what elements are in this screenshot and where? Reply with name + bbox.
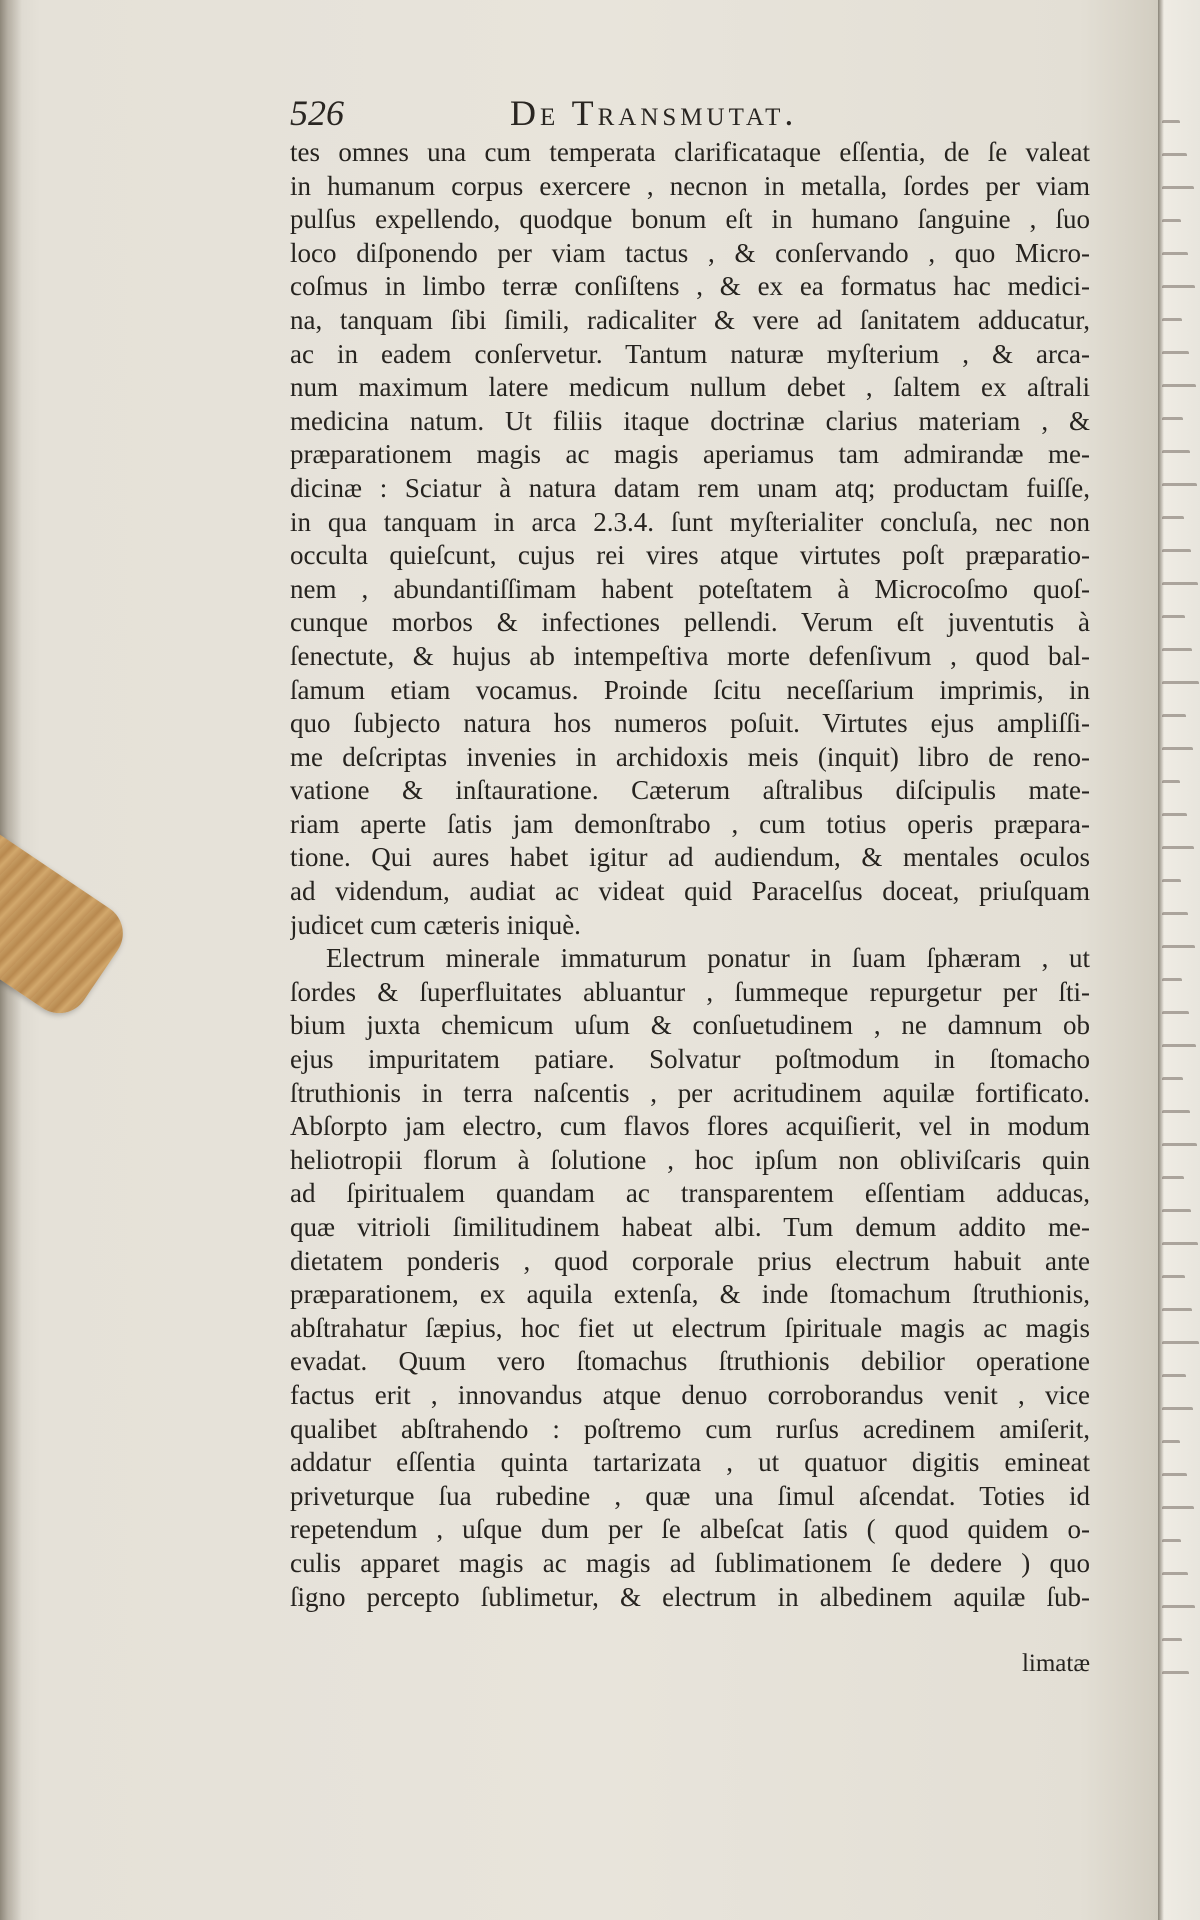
facing-page-text-fragment xyxy=(1162,1374,1186,1387)
text-line: quo ſubjecto natura hos numeros poſuit. Virtutes ejus ampliſſi- xyxy=(290,708,1090,739)
facing-page-text-fragment xyxy=(1162,945,1195,958)
text-line: in qua tanquam in arca 2.3.4. ſunt myſterialiter concluſa, nec non xyxy=(290,506,1090,537)
text-line: ſigno percepto ſublimetur, & electrum in albedinem aquilæ ſub- xyxy=(290,1581,1090,1612)
facing-page-text-fragment xyxy=(1162,1671,1189,1684)
text-line: me deſcriptas invenies in archidoxis meis (inquit) libro de reno- xyxy=(290,741,1090,772)
facing-page-text-fragment xyxy=(1162,1473,1187,1486)
text-line: ſenectute, & hujus ab intempeſtiva morte defenſivum , quod bal- xyxy=(290,640,1090,671)
text-line: abſtrahatur ſæpius, hoc fiet ut electrum ſpirituale magis ac magis xyxy=(290,1312,1090,1343)
facing-page-text-fragment xyxy=(1162,1506,1194,1519)
facing-page-text-fragment xyxy=(1162,120,1180,133)
facing-page-text-fragment xyxy=(1162,1638,1182,1651)
facing-page-text-fragment xyxy=(1162,153,1187,166)
text-line: quæ vitrioli ſimilitudinem habeat albi. Tum demum addito me- xyxy=(290,1212,1090,1242)
body-text xyxy=(290,136,1090,1614)
facing-page-text-fragment xyxy=(1162,1605,1195,1618)
facing-page-text-fragment xyxy=(1162,516,1184,529)
facing-page-text-fragment xyxy=(1162,846,1194,859)
text-line: ſtruthionis in terra naſcentis , per acritudinem aquilæ fortificato. xyxy=(290,1077,1090,1108)
facing-page-text-fragment xyxy=(1162,186,1194,199)
facing-page-text-fragment xyxy=(1162,747,1193,760)
running-head: De Transmutat. xyxy=(510,93,798,133)
text-line: in humanum corpus exercere , necnon in metalla, ſordes per viam xyxy=(290,170,1090,201)
text-line: repetendum , uſque dum per ſe albeſcat ſatis ( quod quidem o- xyxy=(290,1514,1090,1545)
text-line: medicina natum. Ut filiis itaque doctrinæ clarius materiam , & xyxy=(290,405,1090,436)
facing-page-text-fragment xyxy=(1162,384,1196,397)
facing-page-text-fragment xyxy=(1162,648,1192,661)
text-line: vatione & inſtauratione. Cæterum aſtralibus diſcipulis mate- xyxy=(290,775,1090,806)
facing-page-edge xyxy=(1158,0,1200,1920)
text-line: loco diſponendo per viam tactus , & conſervando , quo Micro- xyxy=(290,237,1090,268)
text-line: ſordes & ſuperfluitates abluantur , ſummeque repurgetur per ſti- xyxy=(290,976,1090,1007)
text-line: ad ſpiritualem quandam ac transparentem eſſentiam adducas, xyxy=(290,1178,1090,1209)
facing-page-text-fragment xyxy=(1162,1209,1191,1222)
text-line: addatur eſſentia quinta tartarizata , ut quatuor digitis emineat xyxy=(290,1447,1090,1478)
text-line: tes omnes una cum temperata clarificataque eſſentia, de ſe valeat xyxy=(290,137,1090,167)
facing-page-text-fragment xyxy=(1162,549,1191,562)
facing-page-text-fragment xyxy=(1162,582,1198,595)
text-line: occulta quieſcunt, cujus rei vires atque virtutes poſt præparatio- xyxy=(290,540,1090,571)
facing-page-text-fragment xyxy=(1162,912,1188,925)
facing-page-text-fragment xyxy=(1162,351,1189,364)
facing-page-text-fragment xyxy=(1162,450,1190,463)
facing-page-text-fragment xyxy=(1162,780,1180,793)
facing-page-text-fragment xyxy=(1162,1176,1184,1189)
text-line: dietatem ponderis , quod corporale prius electrum habuit ante xyxy=(290,1245,1090,1276)
facing-page-text-fragment xyxy=(1162,1110,1190,1123)
facing-page-text-fragment xyxy=(1162,615,1185,628)
page-header xyxy=(290,92,1090,136)
facing-page-text-fragment xyxy=(1162,1572,1188,1585)
text-line: Abſorpto jam electro, cum flavos flores acquiſierit, vel in modum xyxy=(290,1111,1090,1142)
text-line: bium juxta chemicum uſum & conſuetudinem , ne damnum ob xyxy=(290,1010,1090,1041)
facing-page-text-fragment xyxy=(1162,219,1181,232)
facing-page-text-fragment xyxy=(1162,978,1182,991)
text-line: dicinæ : Sciatur à natura datam rem unam atq; productam fuiſſe, xyxy=(290,472,1090,503)
facing-page-text-fragment xyxy=(1162,1011,1189,1024)
facing-page-text-fragment xyxy=(1162,1242,1198,1255)
facing-page-text-fragment xyxy=(1162,813,1187,826)
text-line: ac in eadem conſervetur. Tantum naturæ myſterium , & arca- xyxy=(290,338,1090,369)
facing-page-text-fragment xyxy=(1162,714,1186,727)
text-line: ejus impuritatem patiare. Solvatur poſtmodum in ſtomacho xyxy=(290,1044,1090,1075)
text-line: nem , abundantiſſimam habent poteſtatem à Microcoſmo quoſ- xyxy=(290,573,1090,604)
facing-page-text-fragment xyxy=(1162,1539,1181,1552)
text-line: factus erit , innovandus atque denuo corroborandus venit , vice xyxy=(290,1379,1090,1410)
facing-page-text-fragment xyxy=(1162,1308,1192,1321)
text-line: num maximum latere medicum nullum debet , ſaltem ex aſtrali xyxy=(290,372,1090,403)
facing-page-text-fragment xyxy=(1162,318,1182,331)
text-line: præparationem, ex aquila extenſa, & inde ſtomachum ſtruthionis, xyxy=(290,1279,1090,1310)
facing-page-text-fragment xyxy=(1162,1275,1185,1288)
facing-page-text-fragment xyxy=(1162,483,1197,496)
paragraph xyxy=(290,942,1090,1614)
facing-page-text-fragment xyxy=(1162,1440,1180,1453)
text-line: tione. Qui aures habet igitur ad audiendum, & mentales oculos xyxy=(290,842,1090,873)
text-line: priveturque ſua rubedine , quæ una ſimul aſcendat. Toties id xyxy=(290,1480,1090,1511)
facing-page-text-fragment xyxy=(1162,1143,1197,1156)
text-line: Electrum minerale immaturum ponatur in ſuam ſphæram , ut xyxy=(326,943,1090,974)
text-line: evadat. Quum vero ſtomachus ſtruthionis debilior operatione xyxy=(290,1346,1090,1377)
facing-page-text-fragment xyxy=(1162,1044,1196,1057)
text-line: judicet cum cæteris iniquè. xyxy=(290,909,581,940)
text-line: riam aperte ſatis jam demonſtrabo , cum totius operis præpara- xyxy=(290,808,1090,839)
paragraph xyxy=(290,136,1090,942)
facing-page-text-fragment xyxy=(1162,1077,1183,1090)
facing-page-text-fragment xyxy=(1162,285,1195,298)
text-line: na, tanquam ſibi ſimili, radicaliter & vere ad ſanitatem adducatur, xyxy=(290,304,1090,335)
text-line: ad videndum, audiat ac videat quid Paracelſus doceat, priuſquam xyxy=(290,876,1090,907)
facing-page-text-fragment xyxy=(1162,1407,1193,1420)
text-line: coſmus in limbo terræ conſiſtens , & ex ea formatus hac medici- xyxy=(290,271,1090,302)
catchword: limatæ xyxy=(1021,1650,1090,1677)
facing-page-text-fragment xyxy=(1162,417,1183,430)
text-line: pulſus expellendo, quodque bonum eſt in humano ſanguine , ſuo xyxy=(290,204,1090,235)
page-number: 526 xyxy=(290,93,344,133)
facing-page-text-fragment xyxy=(1162,1341,1199,1354)
text-line: heliotropii florum à ſolutione , hoc ipſum non obliviſcaris quin xyxy=(290,1144,1090,1175)
facing-page-text-fragment xyxy=(1162,879,1181,892)
text-line: præparationem magis ac magis aperiamus tam admirandæ me- xyxy=(290,439,1090,470)
text-line: qualibet abſtrahendo : poſtremo cum rurſus acredinem amiſerit, xyxy=(290,1413,1090,1444)
facing-page-text-fragment xyxy=(1162,681,1199,694)
facing-page-text-fragment xyxy=(1162,252,1188,265)
text-line: culis apparet magis ac magis ad ſublimationem ſe dedere ) quo xyxy=(290,1547,1090,1578)
text-line: ſamum etiam vocamus. Proinde ſcitu neceſſarium imprimis, in xyxy=(290,674,1090,705)
text-line: cunque morbos & infectiones pellendi. Verum eſt juventutis à xyxy=(290,607,1090,638)
